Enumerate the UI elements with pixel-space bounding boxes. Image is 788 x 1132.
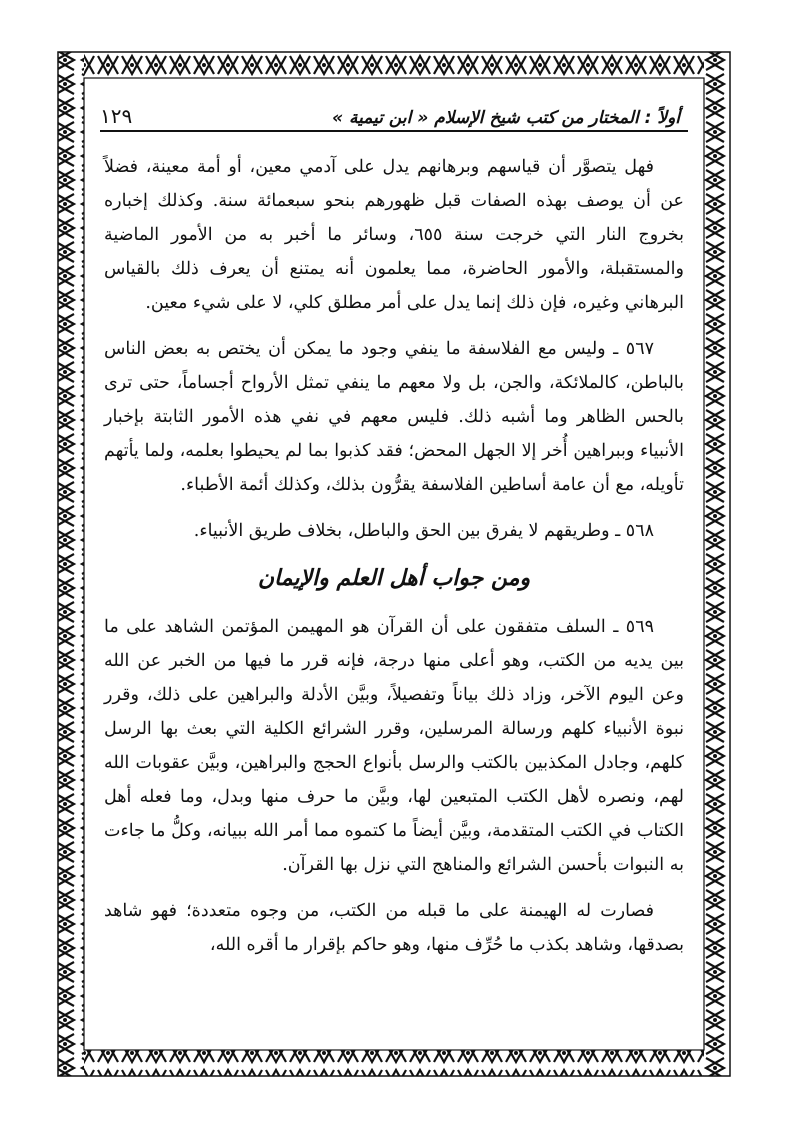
running-title: أولاً : المختار من كتب شيخ الإسلام « ابن تيمية » — [332, 108, 680, 128]
paragraph: ٥٦٨ ـ وطريقهم لا يفرق بين الحق والباطل، بخلاف طريق الأنبياء. — [193, 521, 654, 541]
paragraph: ٥٦٩ ـ السلف متفقون على أن القرآن هو المهيمن المؤتمن الشاهد على ما بين يديه من الكتب، وهو أعلى منها درجة، فإنه قرر ما فيها من الخبر عن الله وعن اليوم الآخر، وزاد ذلك بياناً وتفصيلاً، وبيَّن الأدلة والبراهين على ذلك، وقرر نبوة الأنبياء كلهم ورسالة المرسلين، وقرر الشرائع الكلية التي بعث بها الرسل كلهم، وجادل المكذبين بالكتب والرسل بأنواع الحجج والبراهين، وبيَّن عقوبات الله لهم، ونصره لأهل الكتب المتبعين لها، وبيَّن ما حرف منها وبدل، وما فعله أهل الكتاب في الكتب المتقدمة، وبيَّن أيضاً ما كتموه مما أمر الله ببيانه، وكلُّ ما جاءت به النبوات بأحسن الشرائع والمناهج التي نزل بها القرآن. — [104, 617, 684, 875]
page-body — [104, 150, 684, 974]
section-heading: ومن جواب أهل العلم والإيمان — [257, 566, 531, 591]
running-header — [100, 92, 680, 128]
paragraph: فصارت له الهيمنة على ما قبله من الكتب، من وجوه متعددة؛ فهو شاهد بصدقها، وشاهد بكذب ما حُرِّف منها، وهو حاكم بإقرار ما أقره الله، — [104, 901, 684, 955]
paragraph: فهل يتصوَّر أن قياسهم وبرهانهم يدل على آدمي معين، أو أمة معينة، فضلاً عن أن يوصف بهذه الصفات قبل ظهورهم بنحو سبعمائة سنة. وكذلك إخباره بخروج النار التي خرجت سنة ٦٥٥، وسائر ما أخبر به من الأمور الماضية والمستقبلة، والأمور الحاضرة، مما يعلمون أنه يمتنع أن يعرف ذلك بالقياس البرهاني وغيره، فإن ذلك إنما يدل على أمر مطلق كلي، لا على شيء معين. — [104, 157, 684, 313]
header-rule — [100, 130, 688, 132]
paragraph: ٥٦٧ ـ وليس مع الفلاسفة ما ينفي وجود ما يمكن أن يختص به بعض الناس بالباطن، كالملائكة، والجن، بل ولا معهم ما ينفي تمثل الأرواح أجساماً، حتى ترى بالحس الظاهر وما أشبه ذلك. فليس معهم في نفي هذه الأمور الثابتة بإخبار الأنبياء وببراهين أُخر إلا الجهل المحض؛ فقد كذبوا بما لم يحيطوا بعلمه، ولما يأتهم تأويله، مع أن عامة أساطين الفلاسفة يقرُّون بذلك، وكذلك أئمة الأطباء. — [104, 339, 684, 495]
page-number: ١٢٩ — [100, 104, 133, 128]
